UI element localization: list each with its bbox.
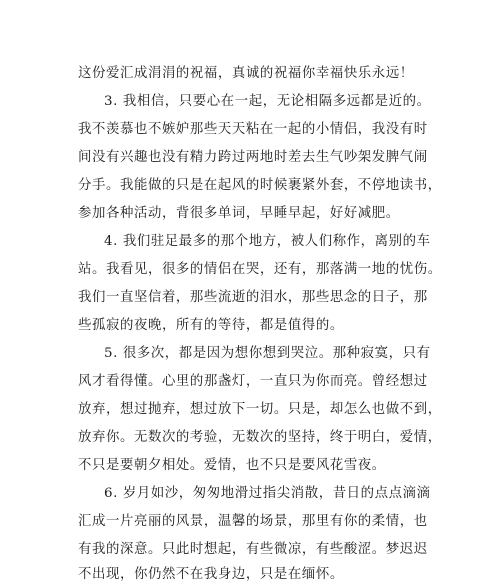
- paragraph-6-start: 6. 岁月如沙，匆匆地滑过指尖消散，昔日的点点滴滴: [104, 486, 431, 501]
- paragraph-3-start: 3. 我相信，只要心在一起，无论相隔多远都是近的。: [104, 94, 431, 109]
- text-line: 汇成一片亮丽的风景，温馨的场景，那里有你的柔情，也: [78, 514, 428, 529]
- text-line: 我不羡慕也不嫉妒那些天天粘在一起的小情侣，我没有时: [78, 122, 428, 137]
- text-line: 风才看得懂。心里的那盏灯，一直只为你而亮。曾经想过: [78, 374, 428, 389]
- text-line: 参加各种活动，背很多单词，早睡早起，好好减肥。: [78, 206, 400, 221]
- text-line: 站。我看见，很多的情侣在哭，还有，那落满一地的忧伤。: [78, 262, 442, 277]
- text-line: 间没有兴趣也没有精力跨过两地时差去生气吵架发脾气闹: [78, 150, 428, 165]
- text-line: 有我的深意。只此时想起，有些微凉，有些酸涩。梦迟迟: [78, 542, 428, 557]
- paragraph-4-start: 4. 我们驻足最多的那个地方，被人们称作，离别的车: [104, 234, 431, 249]
- text-line: 我们一直坚信着，那些流逝的泪水，那些思念的日子，那: [78, 290, 428, 305]
- text-line: 不出现，你仍然不在我身边，只是在缅怀。: [78, 567, 344, 582]
- text-line: 放弃，想过抛弃，想过放下一切。只是，却怎么也做不到，: [78, 402, 442, 417]
- text-line: 这份爱汇成涓涓的祝福，真诚的祝福你幸福快乐永远！: [78, 66, 414, 81]
- text-line: 些孤寂的夜晚，所有的等待，都是值得的。: [78, 318, 344, 333]
- paragraph-5-start: 5. 很多次，都是因为想你想到哭泣。那种寂寞，只有: [104, 346, 431, 361]
- text-line: 不只是要朝夕相处。爱情，也不只是要风花雪夜。: [78, 458, 386, 473]
- text-line: 分手。我能做的只是在起风的时候裹紧外套，不停地读书，: [78, 178, 442, 193]
- text-line: 放弃你。无数次的考验，无数次的坚持，终于明白，爱情，: [78, 430, 442, 445]
